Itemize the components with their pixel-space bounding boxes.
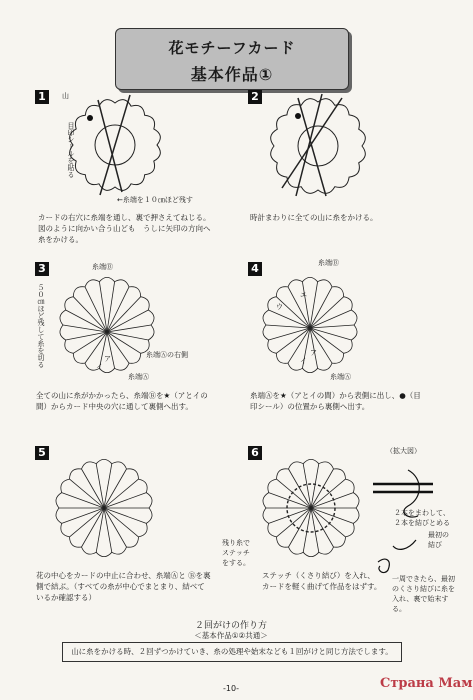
thread-spoke [310, 297, 344, 328]
label-knot-3: 一周できたら、最初のくさり結びに糸を入れ、裏で始末する。 [392, 575, 455, 613]
thread-spoke [70, 479, 105, 508]
label-tail-a-right: 糸端Ⓐの右側 [146, 351, 188, 359]
page-number: -10- [223, 684, 239, 693]
thread-spoke [107, 297, 141, 332]
label-tail-10cm: ←糸端を１０㎝ほど残す [117, 196, 193, 204]
step-4-number: 4 [248, 262, 262, 276]
step-3-caption: 全ての山に糸がかかったら、糸端Ⓑを★（アとイの間）からカード中央の穴に通して裏側へ出す。 [36, 391, 208, 411]
step-5-figure [48, 452, 160, 564]
thread-spoke [269, 493, 311, 508]
label-nokori: 残り糸で ステッチ をする。 [222, 539, 250, 567]
label-a-3: ア [104, 355, 111, 363]
label-seal: 目印シールを貼る [67, 122, 75, 178]
thread-spoke [276, 328, 310, 353]
label-i-4: イ [300, 357, 307, 365]
step-5-caption: 花の中心をカードの中止に合わせ、糸端Ⓐと Ⓑを裏側で結ぶ。（すべての糸が中心でまとまり、結べているか確認する） [36, 571, 211, 602]
title-box [115, 28, 349, 90]
thread-spoke [311, 493, 353, 508]
thread-spoke [104, 508, 139, 537]
page-subtitle: 基本作品① [190, 65, 274, 84]
label-knot-1: ２本をまわして、２本を結びとめる [394, 509, 450, 527]
thread-spoke [62, 493, 104, 508]
step-4-caption: 糸端Ⓐを★（アとイの間）から表側に出し、●（目印シール）の位置から裏側へ出す。 [250, 391, 421, 411]
label-tail-a-4: 糸端Ⓐ [330, 373, 351, 381]
thread-spoke [269, 508, 311, 523]
step-1-number: 1 [35, 90, 49, 104]
step-1-figure [60, 90, 180, 200]
thread-spoke [73, 297, 107, 332]
thread-spoke [277, 508, 312, 537]
thread-spoke [311, 479, 346, 508]
double-wrap-note: 山に糸をかける時、２回ずつかけていき、糸の処理や始末なども１回がけと同じ方法でします。 [62, 642, 402, 662]
thread-spoke [104, 508, 146, 523]
page-title: 花モチーフカード [168, 39, 296, 57]
label-tail-a-3: 糸端Ⓐ [128, 373, 149, 381]
thread-spoke [62, 508, 104, 523]
label-yama: 山 [62, 92, 69, 100]
thread-spoke [70, 508, 105, 537]
label-tail-b-4: 糸端Ⓑ [318, 259, 339, 267]
thread-spoke [104, 479, 139, 508]
step-1-caption: カードの右穴に糸端を通し、裏で押さえてねじる。図のように向かい合う山ども うしに矢印の方向へ糸をかける。 [38, 213, 211, 244]
step-5-number: 5 [35, 446, 49, 460]
thread-spoke [311, 508, 346, 537]
label-e-4: エ [300, 291, 307, 299]
step-6-figure [255, 452, 367, 564]
watermark: Страна Мам [380, 676, 473, 691]
double-wrap-title: ２回がけの作り方 [194, 621, 267, 631]
label-a-4: ア [310, 349, 317, 357]
label-kakudai: （拡大図） [386, 447, 421, 455]
step-2-figure [262, 90, 382, 202]
double-wrap-subtitle: ＜基本作品①②共通＞ [194, 631, 268, 640]
label-tail-b-3: 糸端Ⓑ [92, 263, 113, 271]
step-4-figure [255, 270, 365, 380]
thread-spoke [311, 508, 353, 523]
label-i-3: イ [96, 363, 103, 371]
step-6-caption: ステッチ（くさり結び）を入れ、カードを軽く曲げて作品をはずす。 [262, 571, 382, 591]
step-2-number: 2 [248, 90, 262, 104]
label-u-4: ウ [276, 303, 283, 311]
step-2-caption: 時計まわりに全ての山に糸をかける。 [250, 213, 378, 222]
label-cut-50cm: ５０㎝ほど残して糸を切る [37, 284, 45, 368]
thread-spoke [277, 479, 312, 508]
label-knot-2: 最初の 結び [428, 531, 449, 549]
thread-spoke [104, 493, 146, 508]
step-3-number: 3 [35, 262, 49, 276]
step-6-number: 6 [248, 446, 262, 460]
